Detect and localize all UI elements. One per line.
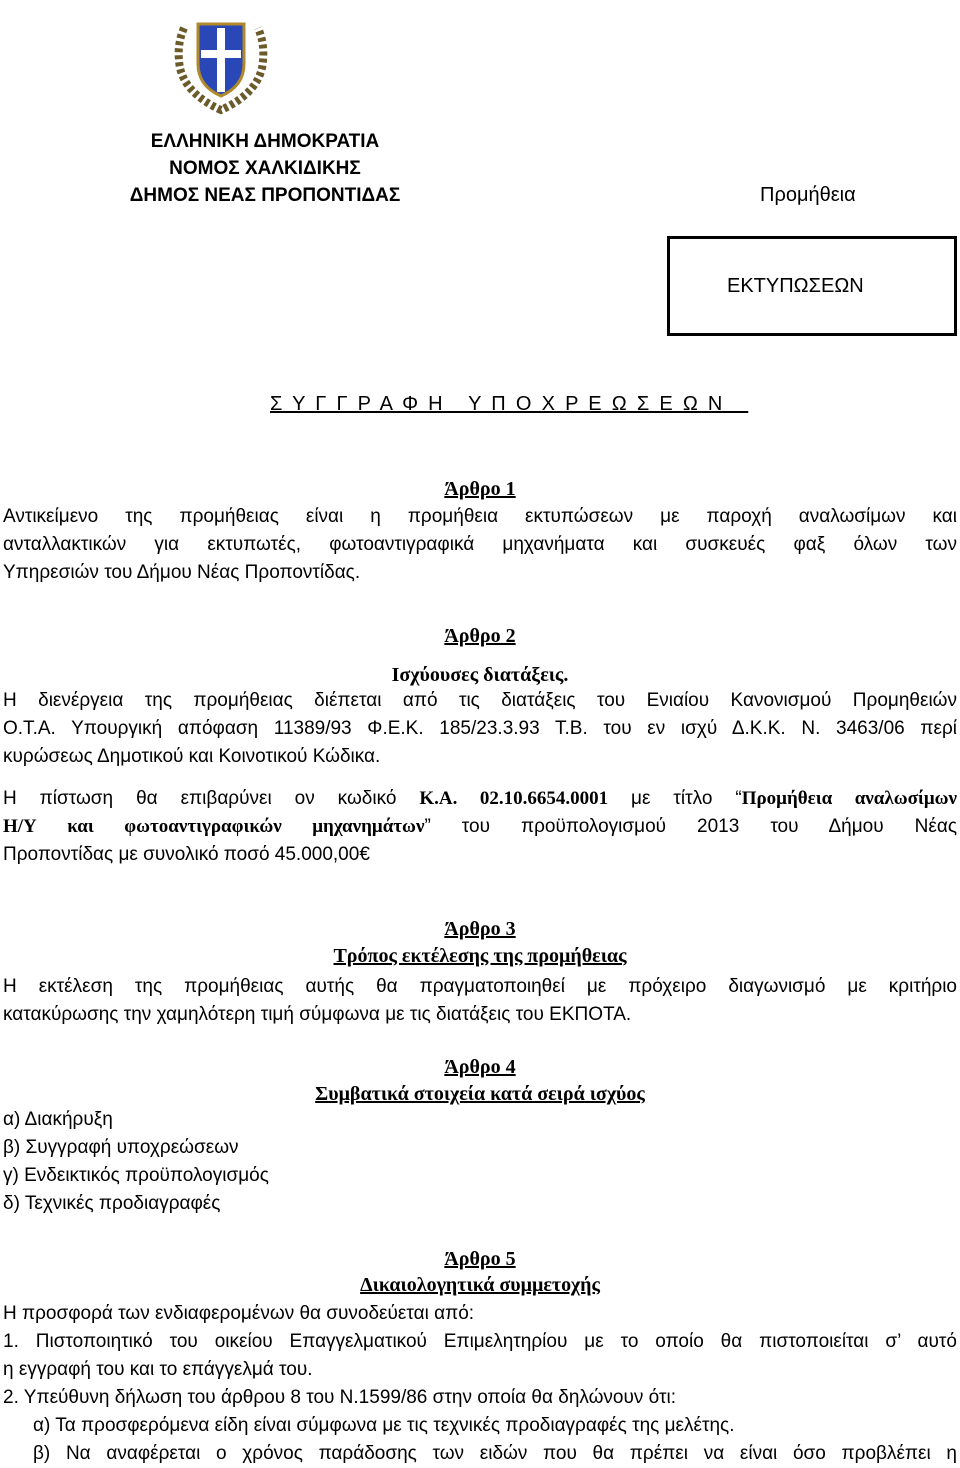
article-5-line: 2. Υπεύθυνη δήλωση του άρθρου 8 του Ν.1599/86 στην οποία θα δηλώνουν ότι: bbox=[3, 1387, 676, 1408]
article-2-heading: Άρθρο 2 bbox=[444, 625, 516, 647]
article-1-line: ανταλλακτικών για εκτυπωτές, φωτοαντιγραφικά μηχανήματα και συσκευές φαξ όλων των bbox=[3, 534, 957, 555]
credit-line-2: Η/Υ και φωτοαντιγραφικών μηχανημάτων” του προϋπολογισμού 2013 του Δήμου Νέας bbox=[3, 816, 957, 837]
header-line-municipality: ΔΗΜΟΣ ΝΕΑΣ ΠΡΟΠΟΝΤΙΔΑΣ bbox=[129, 185, 401, 206]
procurement-label: Προμήθεια bbox=[760, 184, 856, 206]
article-1-line: Αντικείμενο της προμήθειας είναι η προμήθεια εκτυπώσεων με παροχή αναλωσίμων και bbox=[3, 506, 957, 527]
contract-item: β) Συγγραφή υποχρεώσεων bbox=[3, 1137, 239, 1158]
contract-item: γ) Ενδεικτικός προϋπολογισμός bbox=[3, 1165, 269, 1186]
article-1-line: Υπηρεσιών του Δήμου Νέας Προποντίδας. bbox=[3, 562, 361, 583]
article-2-line: Η διενέργεια της προμήθειας διέπεται από τις διατάξεις του Ενιαίου Κανονισμού Προμηθειών bbox=[3, 690, 957, 711]
article-2-line: κυρώσεως Δημοτικού και Κοινοτικού Κώδικα. bbox=[3, 746, 381, 767]
article-5-heading: Άρθρο 5 bbox=[444, 1248, 516, 1270]
header-line-prefecture: ΝΟΜΟΣ ΧΑΛΚΙΔΙΚΗΣ bbox=[169, 158, 361, 179]
article-2-subheading: Ισχύουσες διατάξεις. bbox=[391, 664, 569, 686]
article-5-line: η εγγραφή του και το επάγγελμά του. bbox=[3, 1359, 313, 1380]
contract-item: α) Διακήρυξη bbox=[3, 1109, 113, 1130]
article-5-line: β) Να αναφέρεται ο χρόνος παράδοσης των ειδών που θα πρέπει να είναι όσο προβλέπει η bbox=[33, 1443, 957, 1464]
article-5-line: α) Τα προσφερόμενα είδη είναι σύμφωνα με τις τεχνικές προδιαγραφές της μελέτης. bbox=[33, 1415, 735, 1436]
article-5-line: Η προσφορά των ενδιαφερομένων θα συνοδεύεται από: bbox=[3, 1303, 475, 1324]
article-3-heading: Άρθρο 3 bbox=[444, 918, 516, 940]
article-4-subheading: Συμβατικά στοιχεία κατά σειρά ισχύος bbox=[315, 1083, 645, 1105]
article-5-subheading: Δικαιολογητικά συμμετοχής bbox=[360, 1274, 600, 1296]
article-3-line: κατακύρωσης την χαμηλότερη τιμή σύμφωνα με τις διατάξεις του ΕΚΠΟΤΑ. bbox=[3, 1004, 632, 1025]
article-1-text bbox=[3, 503, 957, 587]
article-3-line: Η εκτέλεση της προμήθειας αυτής θα πραγματοποιηθεί με πρόχειρο διαγωνισμό με κριτήριο bbox=[3, 976, 957, 997]
greek-coat-of-arms-emblem bbox=[170, 6, 272, 116]
article-3-text bbox=[3, 973, 957, 1029]
credit-line-3: Προποντίδας με συνολικό ποσό 45.000,00€ bbox=[3, 844, 370, 865]
subject-box-label: ΕΚΤΥΠΩΣΕΩΝ bbox=[727, 275, 864, 297]
article-5-text bbox=[3, 1300, 957, 1468]
article-1-heading: Άρθρο 1 bbox=[444, 478, 516, 500]
article-2-text bbox=[3, 687, 957, 771]
article-3-subheading: Τρόπος εκτέλεσης της προμήθειας bbox=[333, 945, 627, 967]
issuer-header bbox=[105, 128, 425, 209]
article-4-heading: Άρθρο 4 bbox=[444, 1056, 516, 1078]
article-2-line: Ο.Τ.Α. Υπουργική απόφαση 11389/93 Φ.Ε.Κ. 185/23.3.93 Τ.Β. του εν ισχύ Δ.Κ.Κ. Ν. 3463/06 περί bbox=[3, 718, 957, 739]
article-2-credit bbox=[3, 785, 957, 869]
header-line-republic: ΕΛΛΗΝΙΚΗ ΔΗΜΟΚΡΑΤΙΑ bbox=[150, 131, 380, 152]
contract-item: δ) Τεχνικές προδιαγραφές bbox=[3, 1193, 221, 1214]
credit-line-1: Η πίστωση θα επιβαρύνει ον κωδικό Κ.Α. 02.10.6654.0001 με τίτλο “Προμήθεια αναλωσίμων bbox=[3, 788, 957, 809]
document-title: Σ Υ Γ Γ Ρ Α Φ Η Υ Π Ο Χ Ρ Ε Ω Σ Ε Ω Ν bbox=[270, 393, 749, 415]
article-5-line: 1. Πιστοποιητικό του οικείου Επαγγελματικού Επιμελητηρίου με το οποίο θα πιστοποιείται σ’ αυτό bbox=[3, 1331, 957, 1352]
